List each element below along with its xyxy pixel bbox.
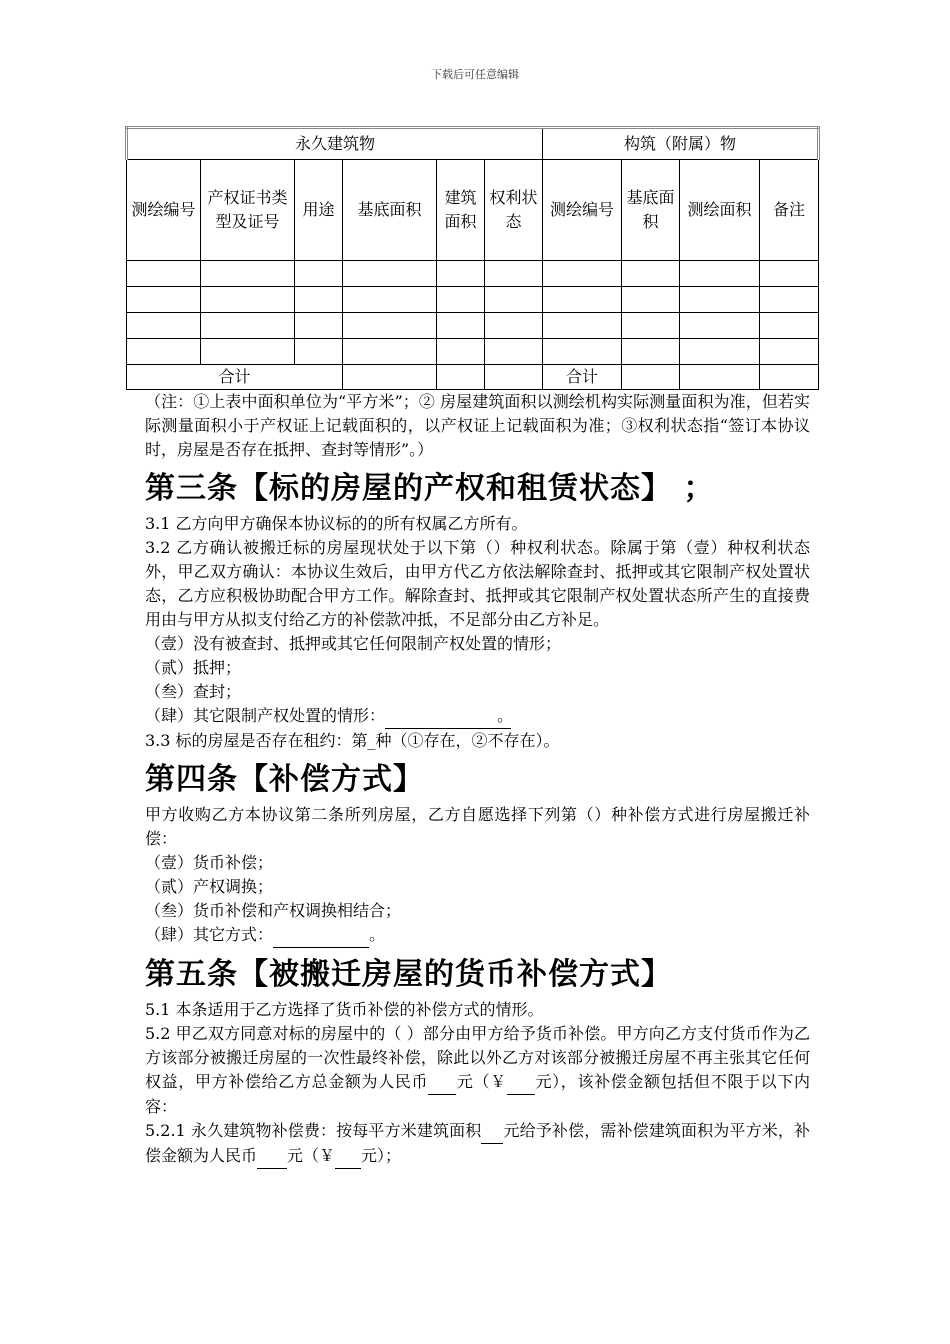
table-row: [127, 339, 819, 365]
table-cell[interactable]: [201, 313, 295, 339]
clause-3-2: 3.2 乙方确认被搬迁标的房屋现状处于以下第（）种权利状态。除属于第（壹）种权利状态外，甲乙双方确认：本协议生效后，由甲方代乙方依法解除查封、抵押或其它限制产权处置状态，乙方应积极协助配合甲方工作。解除查封、抵押或其它限制产权处置状态所产生的直接费用由与甲方从拟支付给乙方的补偿款冲抵，不足部分由乙方补足。: [145, 538, 810, 629]
option-4-1: （壹）货币补偿；: [145, 853, 274, 872]
clause-5-1: 5.1 本条适用于乙方选择了货币补偿的补偿方式的情形。: [145, 1000, 544, 1019]
clause-5-2-text-a: 5.2 甲乙双方同意对标的房屋中的（ ）部分由甲方给予货币补偿。甲方向乙方支付货币作为乙方该部分被搬迁房屋的一次性最终补偿，除此以外乙方对该部分被搬迁房屋不再主张其它任何权益，甲方补偿给乙方总金额为人民币: [145, 1024, 810, 1091]
table-cell[interactable]: [485, 287, 543, 313]
table-cell[interactable]: [127, 313, 201, 339]
total-row: [127, 365, 819, 390]
blank-field[interactable]: [507, 1070, 535, 1095]
table-row: [127, 287, 819, 313]
table-cell[interactable]: [622, 365, 680, 390]
table-cell[interactable]: [343, 261, 437, 287]
table-cell[interactable]: [760, 365, 819, 390]
table-cell[interactable]: [127, 339, 201, 365]
option-3-4: [145, 704, 810, 729]
group-header-structure: 构筑（附属）物: [543, 128, 819, 160]
total-label-left: 合计: [127, 365, 343, 390]
total-label-right: 合计: [543, 365, 622, 390]
clause-5-2-1-text-a: 5.2.1 永久建筑物补偿费：按每平方米建筑面积: [145, 1121, 482, 1140]
table-cell[interactable]: [622, 287, 680, 313]
clause-5-2: [145, 1022, 810, 1119]
clause-5-2-text-b: 元（￥: [456, 1072, 507, 1091]
table-row: [127, 261, 819, 287]
option-4-4-end: 。: [369, 925, 386, 944]
table-cell[interactable]: [760, 287, 819, 313]
table-cell[interactable]: [343, 287, 437, 313]
option-4-4: [145, 923, 810, 948]
clause-4-intro: 甲方收购乙方本协议第二条所列房屋，乙方自愿选择下列第（）种补偿方式进行房屋搬迁补偿：: [145, 805, 810, 848]
column-header: 权利状态: [485, 160, 543, 261]
column-header: 建筑面积: [437, 160, 485, 261]
clause-5-2-text-c: 元），该补偿金额包括但不限于以下内容：: [145, 1072, 810, 1116]
clause-5-2-1: [145, 1119, 810, 1169]
option-4-2: （贰）产权调换；: [145, 877, 274, 896]
table-cell[interactable]: [485, 365, 543, 390]
table-cell[interactable]: [680, 313, 760, 339]
page-header: 下载后可任意编辑: [431, 68, 519, 81]
table-cell[interactable]: [295, 339, 343, 365]
option-3-1: （壹）没有被查封、抵押或其它任何限制产权处置的情形；: [145, 634, 562, 653]
table-cell[interactable]: [437, 339, 485, 365]
table-cell[interactable]: [437, 261, 485, 287]
option-3-3: （叁）查封；: [145, 682, 242, 701]
column-header: 测绘面积: [680, 160, 760, 261]
table-cell[interactable]: [343, 313, 437, 339]
table-cell[interactable]: [622, 339, 680, 365]
table-cell[interactable]: [127, 287, 201, 313]
blank-field[interactable]: [428, 1070, 456, 1095]
option-4-4-label: （肆）其它方式：: [145, 925, 274, 944]
table-cell[interactable]: [543, 261, 622, 287]
clause-3-3: 3.3 标的房屋是否存在租约：第_种（①存在，②不存在）。: [145, 731, 560, 750]
column-header: 基底面积: [343, 160, 437, 261]
table-cell[interactable]: [485, 261, 543, 287]
table-cell[interactable]: [437, 287, 485, 313]
table-cell[interactable]: [543, 313, 622, 339]
table-cell[interactable]: [622, 261, 680, 287]
document-body: [145, 390, 810, 1169]
table-cell[interactable]: [680, 339, 760, 365]
table-cell[interactable]: [201, 261, 295, 287]
blank-field[interactable]: [335, 1144, 361, 1169]
article-3-title: 第三条【标的房屋的产权和租赁状态】 ；: [145, 471, 715, 506]
column-header: 产权证书类型及证号: [201, 160, 295, 261]
blank-field[interactable]: [481, 1119, 503, 1144]
article-4-title: 第四条【补偿方式】: [145, 762, 424, 797]
table-cell[interactable]: [680, 365, 760, 390]
clause-5-2-1-text-c: 元（￥: [287, 1146, 336, 1165]
option-3-4-label: （肆）其它限制产权处置的情形：: [145, 706, 386, 725]
column-header: 基底面积: [622, 160, 680, 261]
table-cell[interactable]: [127, 261, 201, 287]
table-cell[interactable]: [343, 339, 437, 365]
clause-5-2-1-text-b: 元给予补偿，需补偿建筑面积为平方米，补偿金额为人民币: [145, 1121, 810, 1165]
table-row: [127, 313, 819, 339]
table-cell[interactable]: [201, 339, 295, 365]
table-cell[interactable]: [760, 261, 819, 287]
table-cell[interactable]: [437, 313, 485, 339]
clause-3-1: 3.1 乙方向甲方确保本协议标的的所有权属乙方所有。: [145, 514, 528, 533]
blank-field[interactable]: [257, 1144, 287, 1169]
table-cell[interactable]: [295, 313, 343, 339]
table-cell[interactable]: [295, 287, 343, 313]
table-cell[interactable]: [760, 339, 819, 365]
property-table-wrapper: [125, 126, 817, 390]
table-note: （注：①上表中面积单位为“平方米”；② 房屋建筑面积以测绘机构实际测量面积为准，但若实际测量面积小于产权证上记载面积的，以产权证上记载面积为准；③权利状态指“签订本协议时，房屋是否存在抵押、查封等情形”。）: [145, 392, 810, 459]
article-5-title: 第五条【被搬迁房屋的货币补偿方式】: [145, 957, 672, 992]
blank-field[interactable]: [385, 704, 497, 729]
table-cell[interactable]: [201, 287, 295, 313]
table-cell[interactable]: [437, 365, 485, 390]
option-4-3: （叁）货币补偿和产权调换相结合；: [145, 901, 402, 920]
table-cell[interactable]: [343, 365, 437, 390]
table-cell[interactable]: [485, 313, 543, 339]
column-header: 测绘编号: [543, 160, 622, 261]
table-cell[interactable]: [680, 287, 760, 313]
table-cell[interactable]: [680, 261, 760, 287]
property-table: [125, 126, 820, 390]
table-cell[interactable]: [485, 339, 543, 365]
column-header: 用途: [295, 160, 343, 261]
table-cell[interactable]: [622, 313, 680, 339]
option-3-2: （贰）抵押；: [145, 658, 242, 677]
blank-field[interactable]: [273, 923, 369, 948]
clause-5-2-1-text-d: 元）；: [361, 1146, 402, 1165]
table-cell[interactable]: [543, 339, 622, 365]
table-cell[interactable]: [295, 261, 343, 287]
option-3-4-end: 。: [497, 704, 511, 729]
column-header: 测绘编号: [127, 160, 201, 261]
table-cell[interactable]: [760, 313, 819, 339]
column-header: 备注: [760, 160, 819, 261]
group-header-permanent: 永久建筑物: [127, 128, 543, 160]
table-cell[interactable]: [543, 287, 622, 313]
